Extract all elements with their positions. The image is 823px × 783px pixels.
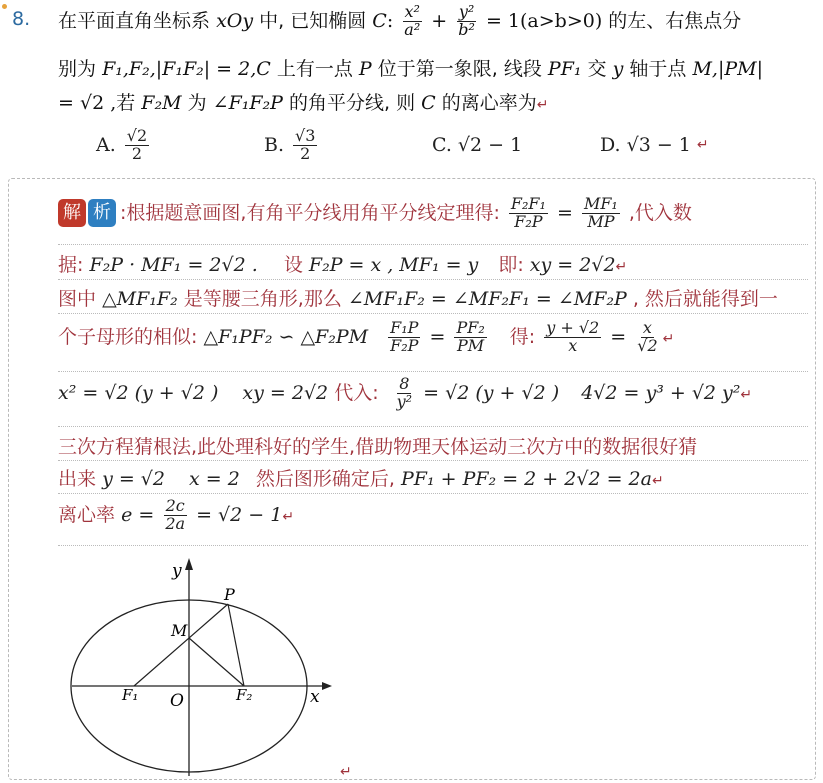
answer-options bbox=[96, 128, 816, 168]
ellipse-frac-y: $\frac{\text{y²}}{\text{b²}}$ bbox=[458, 2, 475, 39]
label-y: y bbox=[172, 561, 182, 581]
q1-ellipse-name: C bbox=[372, 9, 387, 32]
solution-line-5: x² = √2 (y + √2 ) xy = 2√2 代入: $\frac{8}{\text{y²}}$ = √2 (y + √2 ) 4√2 = y³ + √2 y²↵ bbox=[58, 374, 753, 411]
q2-foci: F₁,F₂,|F₁F₂| = 2,C bbox=[102, 58, 271, 80]
solution-line-6: 三次方程猜根法,此处理科好的学生,借助物理天体运动三次方中的数据很好猜 bbox=[58, 436, 698, 458]
q3-text-a: = √2 ,若 bbox=[58, 92, 136, 114]
q3-text-g: 的离心率为 bbox=[441, 92, 537, 114]
divider bbox=[58, 371, 808, 372]
q2-pm: M,|PM| bbox=[692, 58, 763, 80]
q3-angle: ∠F₁F₂P bbox=[212, 92, 283, 114]
q2-text-e: 位于第一象限, 线段 bbox=[377, 58, 542, 80]
q3-text-c: 为 bbox=[187, 92, 207, 114]
question-line-1: 在平面直角坐标系 xOy 中, 已知椭圆 C: $\frac{\text{x²}}{\text{a²}}$ + $\frac{\text{y²}}{\text{b²}}$ = 1(a>b>0) 的左、右焦点分 bbox=[58, 2, 742, 39]
solution-line-4: 个子母形的相似: △F₁PF₂ ∽ △F₂PM $\frac{\text{F₁P}}{\text{F₂P}}$ = $\frac{\text{PF₂}}{PM}$ 得: $\frac{y + √2}{x}$ = $\frac{x}{√2}$ ↵ bbox=[58, 318, 675, 355]
analysis-badge-2: 析 bbox=[88, 199, 116, 227]
label-m: M bbox=[171, 621, 188, 640]
q2-text-i: 轴于点 bbox=[629, 58, 687, 80]
option-d[interactable]: D. √3 − 1 ↵ bbox=[600, 134, 709, 156]
solution-line-7: 出来 y = √2 x = 2 然后图形确定后, PF₁ + PF₂ = 2 + 2√2 = 2a↵ bbox=[58, 468, 664, 490]
q1-text-e: = 1(a>b>0) 的左、右焦点分 bbox=[485, 9, 742, 32]
label-p: P bbox=[224, 585, 235, 604]
q3-text-e: 的角平分线, 则 bbox=[289, 92, 416, 114]
label-f1: F₁ bbox=[122, 686, 139, 704]
q2-text-a: 别为 bbox=[58, 58, 97, 80]
option-b[interactable]: B. $\frac{√3}{2}$ bbox=[264, 126, 316, 163]
q2-text-c: 上有一点 bbox=[276, 58, 353, 80]
solution-line-1: 解 析 :根据题意画图,有角平分线用角平分线定理得: $\frac{\text{F₂F₁}}{\text{F₂P}}$ = $\frac{\text{MF₁}}{MP}$ ,代入数 bbox=[58, 196, 808, 231]
ellipse-frac-x: $\frac{\text{x²}}{\text{a²}}$ bbox=[404, 2, 421, 39]
x-axis-arrow bbox=[322, 682, 332, 690]
divider bbox=[58, 244, 808, 245]
q2-segment: PF₁ bbox=[547, 58, 582, 80]
option-c[interactable]: C. √2 − 1 bbox=[432, 134, 523, 156]
sol1-frac1: $\frac{\text{F₂F₁}}{\text{F₂P}}$ bbox=[510, 194, 546, 231]
divider bbox=[58, 545, 808, 546]
paragraph-mark: ↵ bbox=[340, 764, 352, 780]
solution-line-2: 据: F₂P · MF₁ = 2√2 . 设 F₂P = x , MF₁ = y 即: xy = 2√2↵ bbox=[58, 254, 628, 276]
q1-text-a: 在平面直角坐标系 bbox=[58, 9, 211, 32]
q2-text-g: 交 bbox=[587, 58, 607, 80]
solution-line-8: 离心率 e = $\frac{2c}{2a}$ = √2 − 1↵ bbox=[58, 496, 295, 533]
q1-text-c: 中, 已知椭圆 bbox=[259, 9, 367, 32]
q3-c: C bbox=[421, 92, 436, 114]
option-a[interactable]: A. $\frac{√2}{2}$ bbox=[96, 126, 148, 163]
divider bbox=[58, 313, 808, 314]
q1-coord-system: xOy bbox=[216, 9, 254, 32]
y-axis-arrow bbox=[185, 558, 193, 570]
question-marker bbox=[2, 4, 7, 9]
question-number: 8. bbox=[12, 8, 31, 30]
q3-f2m: F₂M bbox=[141, 92, 182, 114]
divider bbox=[58, 460, 808, 461]
label-f2: F₂ bbox=[236, 686, 253, 704]
analysis-badge-1: 解 bbox=[58, 199, 86, 227]
divider bbox=[58, 279, 808, 280]
question-line-2 bbox=[58, 54, 763, 81]
solution-line-3: 图中 △MF₁F₂ 是等腰三角形,那么 ∠MF₁F₂ = ∠MF₂F₁ = ∠MF₂P , 然后就能得到一 bbox=[58, 288, 778, 310]
label-o: O bbox=[170, 691, 184, 711]
sol1-frac2: $\frac{\text{MF₁}}{MP}$ bbox=[583, 194, 618, 231]
ellipse-diagram bbox=[60, 556, 350, 778]
segment-f1-p bbox=[134, 604, 228, 686]
question-line-3: = √2 ,若 F₂M 为 ∠F₁F₂P 的角平分线, 则 C 的离心率为↵ bbox=[58, 92, 549, 114]
divider bbox=[58, 426, 808, 427]
divider bbox=[58, 493, 808, 494]
label-x: x bbox=[310, 687, 320, 707]
q2-point-p: P bbox=[358, 58, 372, 80]
q2-y: y bbox=[612, 58, 624, 80]
